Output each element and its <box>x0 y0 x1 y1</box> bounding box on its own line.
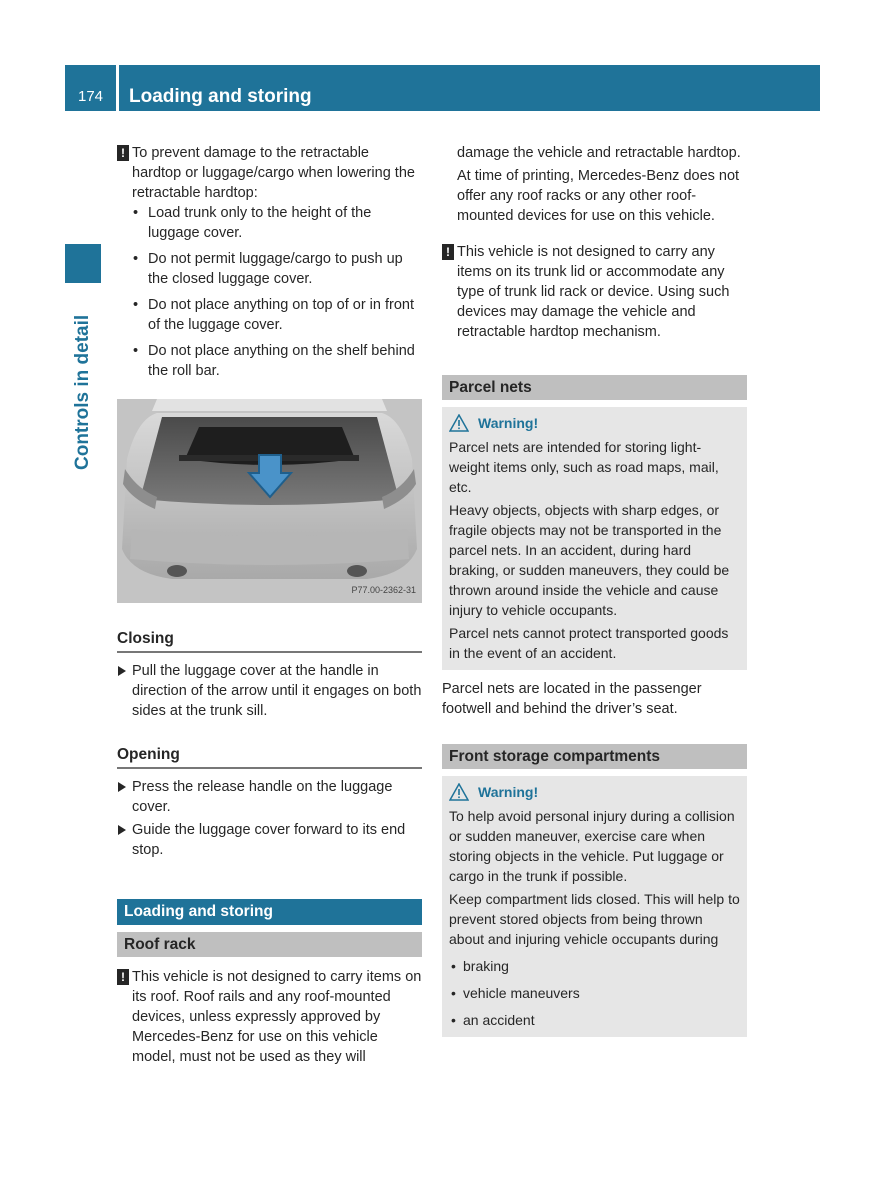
caution-icon: ! <box>117 145 129 161</box>
opening-steps <box>117 777 422 860</box>
parcel-nets-warning <box>442 407 747 670</box>
caution-note <box>117 143 422 203</box>
list-item: • Load trunk only to the height of the luggage cover. <box>132 203 422 243</box>
page-number: 174 <box>77 88 104 105</box>
warning-paragraph: Parcel nets are intended for storing light-weight items only, such as road maps, mail, etc. <box>449 439 719 495</box>
printing-note: At time of printing, Mercedes-Benz does not offer any roof racks or any other roof-mounted devices for use on this vehicle. <box>457 168 740 224</box>
page-title: Loading and storing <box>129 86 312 107</box>
warning-triangle-icon <box>449 783 469 801</box>
continuation-text: damage the vehicle and retractable hardtop. <box>457 145 741 161</box>
warning-triangle-icon <box>449 414 469 432</box>
opening-heading: Opening <box>117 745 422 769</box>
left-column <box>117 143 422 1073</box>
list-item: • braking <box>449 956 740 976</box>
closing-steps <box>117 661 422 721</box>
caution-icon: ! <box>442 244 454 260</box>
list-item: • Do not place anything on the shelf behind the roll bar. <box>132 341 422 381</box>
front-storage-warning <box>442 776 747 1037</box>
step-item: Press the release handle on the luggage cover. <box>117 777 422 817</box>
step-item: Guide the luggage cover forward to its end stop. <box>117 820 422 860</box>
parcel-nets-heading: Parcel nets <box>442 375 747 400</box>
warning-label: Warning! <box>478 784 539 800</box>
list-item: • Do not permit luggage/cargo to push up the closed luggage cover. <box>132 249 422 289</box>
warning-paragraph: Keep compartment lids closed. This will help to prevent stored objects from being thrown about and injuring vehicle occupants during <box>449 891 740 947</box>
warning-header <box>449 413 740 433</box>
figure-code: P77.00-2362-31 <box>351 585 416 595</box>
list-item: • an accident <box>449 1010 740 1030</box>
trunk-caution-text: This vehicle is not designed to carry any items on its trunk lid or accommodate any type of trunk lid rack or device. Using such devices may damage the vehicle and retractable hardtop mechanism. <box>457 244 730 340</box>
trunk-caution-note <box>442 242 747 342</box>
front-storage-heading: Front storage compartments <box>442 744 747 769</box>
section-bar: Loading and storing <box>117 899 422 925</box>
warning-paragraph: Parcel nets cannot protect transported goods in the event of an accident. <box>449 625 729 661</box>
roof-rack-heading: Roof rack <box>117 932 422 957</box>
warning-label: Warning! <box>478 415 539 431</box>
side-section-label: Controls in detail <box>72 314 93 470</box>
list-item: • vehicle maneuvers <box>449 983 740 1003</box>
warning-paragraph: To help avoid personal injury during a collision or sudden maneuver, exercise care when storing objects in the vehicle. Put luggage or cargo in the trunk if possible. <box>449 808 735 884</box>
caution-icon: ! <box>117 969 129 985</box>
step-item: Pull the luggage cover at the handle in direction of the arrow until it engages on both sides at the trunk sill. <box>117 661 422 721</box>
roof-rack-note <box>117 967 422 1067</box>
roof-rack-text: This vehicle is not designed to carry items on its roof. Roof rails and any roof-mounted devices, unless expressly approved by Mercedes-Benz for use on this vehicle model, must not be used as they will <box>132 969 422 1065</box>
warning-header <box>449 782 740 802</box>
caution-text: To prevent damage to the retractable hardtop or luggage/cargo when lowering the retractable hardtop: <box>132 145 415 201</box>
header-divider <box>116 65 119 111</box>
warning-bullets <box>449 956 740 1030</box>
list-item: • Do not place anything on top of or in front of the luggage cover. <box>132 295 422 335</box>
warning-paragraph: Heavy objects, objects with sharp edges, or fragile objects may not be transported in the parcel nets. In an accident, during hard braking, or sudden maneuvers, they could be thrown around inside the vehicle and cause injury to vehicle occupants. <box>449 502 730 618</box>
caution-bullets <box>117 203 422 381</box>
trunk-illustration <box>117 399 422 603</box>
page-header <box>65 65 820 111</box>
right-column <box>442 143 747 1037</box>
closing-heading: Closing <box>117 629 422 653</box>
trunk-photo <box>117 399 422 603</box>
parcel-nets-location: Parcel nets are located in the passenger footwell and behind the driver’s seat. <box>442 681 702 717</box>
